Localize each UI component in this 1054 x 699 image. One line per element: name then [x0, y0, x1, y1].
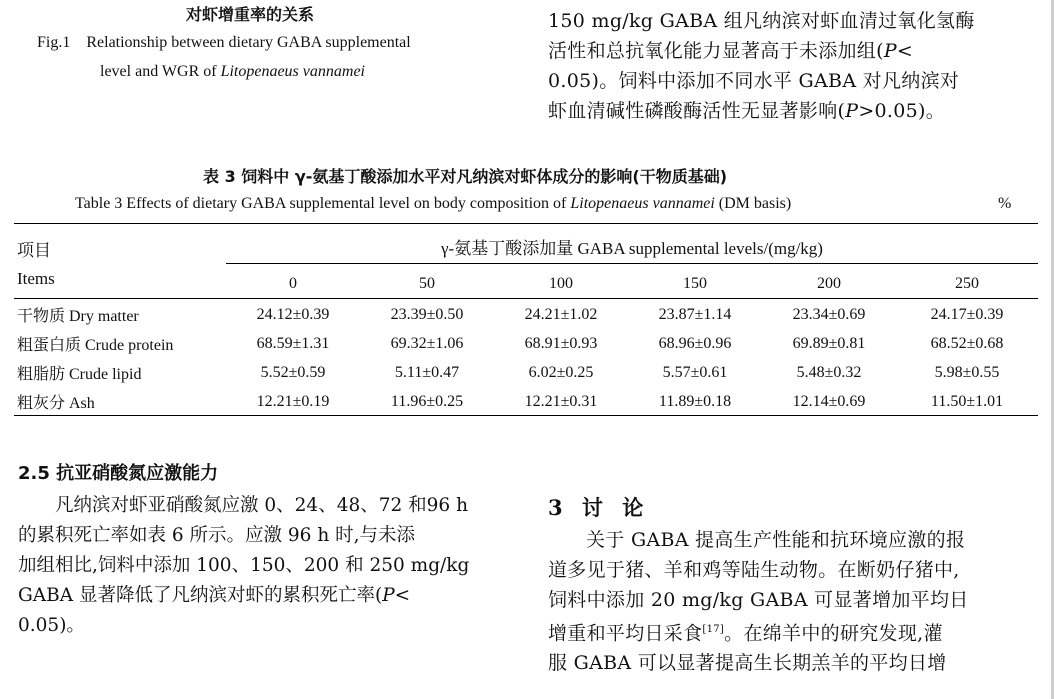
- table-cell: 12.21±0.19: [256, 392, 330, 410]
- row-label-crude-lipid: 粗脂肪 Crude lipid: [17, 366, 142, 383]
- level-100: 100: [549, 275, 573, 292]
- figure-caption-en-text: Relationship between dietary GABA supplemental: [86, 34, 411, 51]
- table-cell: 12.21±0.31: [524, 392, 598, 410]
- table-title-species: Litopenaeus vannamei: [570, 195, 715, 212]
- table-cell: 24.21±1.02: [524, 305, 598, 323]
- section-3-line-5: 服 GABA 可以显著提高生长期羔羊的平均日增: [548, 652, 947, 675]
- section-2-5-heading: 2.5 抗亚硝酸氮应激能力: [18, 463, 219, 484]
- level-0: 0: [289, 275, 297, 292]
- figure-caption-zh: 对虾增重率的关系: [186, 5, 315, 24]
- table-row: [14, 329, 1038, 358]
- section-2-5-paragraph: [18, 491, 512, 641]
- table-cell: 12.14±0.69: [792, 392, 866, 410]
- table-cell: 5.52±0.59: [260, 363, 326, 381]
- table-cell: 23.34±0.69: [792, 305, 866, 323]
- section-2-5-line-1: 凡纳滨对虾亚硝酸氮应激 0、24、48、72 和96 h: [55, 495, 468, 516]
- section-3-heading: 3 讨 论: [548, 495, 650, 520]
- table-cell: 5.11±0.47: [394, 363, 460, 381]
- section-2-5-line-4: [18, 581, 512, 611]
- figure-caption-en-line1: [37, 34, 411, 52]
- level-150: 150: [683, 275, 707, 292]
- right-top-line-2: [548, 36, 1048, 66]
- text-span: 虾血清碱性磷酸酶活性无显著影响(: [548, 100, 846, 122]
- table-cell: 68.52±0.68: [930, 334, 1004, 352]
- row-label-ash: 粗灰分 Ash: [17, 395, 95, 412]
- table-spacer-row: [14, 222, 1038, 268]
- table-level-row: [14, 268, 1038, 300]
- table-cell: 11.89±0.18: [658, 392, 732, 410]
- table-title-zh: 表 3 饲料中 γ-氨基丁酸添加水平对凡纳滨对虾体成分的影响(干物质基础): [203, 167, 728, 186]
- text-span: GABA 显著降低了凡纳滨对虾的累积死亡率(: [18, 585, 383, 606]
- table-cell: 23.39±0.50: [390, 305, 464, 323]
- table-cell: 11.96±0.25: [390, 392, 464, 410]
- table-cell: 68.91±0.93: [524, 334, 598, 352]
- table-cell: 11.50±1.01: [930, 392, 1004, 410]
- section-2-5-line-2: 的累积死亡率如表 6 所示。应激 96 h 时,与未添: [18, 525, 416, 546]
- table-unit: %: [998, 195, 1012, 212]
- body-composition-table: [14, 222, 1038, 416]
- table-cell: 23.87±1.14: [658, 305, 732, 323]
- section-2-5-line-3: 加组相比,饲料中添加 100、150、200 和 250 mg/kg: [18, 555, 470, 576]
- table-cell: 5.57±0.61: [662, 363, 728, 381]
- table-level-blank: [14, 268, 226, 300]
- right-top-line-4: [548, 96, 1048, 126]
- table-row: [14, 358, 1038, 387]
- right-top-line-1: 150 mg/kg GABA 组凡纳滨对虾血清过氧化氢酶: [548, 10, 975, 32]
- table-spacer-cell: [14, 222, 1038, 268]
- right-top-paragraph: [548, 6, 1048, 126]
- table-cell: 68.59±1.31: [256, 334, 330, 352]
- table-cell: 24.12±0.39: [256, 305, 330, 323]
- table-cell: 5.48±0.32: [796, 363, 862, 381]
- right-top-line-3: 0.05)。饲料中添加不同水平 GABA 对凡纳滨对: [548, 70, 960, 92]
- p-symbol: P: [883, 40, 897, 62]
- section-3-line-4: [548, 615, 1048, 648]
- text-span: >0.05)。: [858, 100, 946, 122]
- text-span: <: [896, 40, 914, 62]
- section-2-5-line-5: 0.05)。: [18, 615, 85, 636]
- table-col-item-zh: 项目: [17, 241, 51, 261]
- figure-label: Fig.1: [37, 34, 71, 51]
- text-span: 。在绵羊中的研究发现,灌: [724, 622, 943, 645]
- table-cell: 6.02±0.25: [528, 363, 594, 381]
- table-title-en-prefix: Table 3 Effects of dietary GABA supplemental level on body composition of: [75, 195, 571, 212]
- section-3-paragraph: [548, 525, 1048, 678]
- table-row: [14, 300, 1038, 329]
- level-50: 50: [419, 275, 435, 292]
- table-col-item-en: Items: [17, 269, 55, 288]
- figure-caption-en-line2: [100, 63, 365, 81]
- row-label-dry-matter: 干物质 Dry matter: [17, 308, 139, 325]
- figure-caption-species: Litopenaeus vannamei: [220, 63, 365, 80]
- text-span: <: [394, 585, 411, 606]
- figure-caption-en-prefix: level and WGR of: [100, 63, 221, 80]
- table-cell: 69.32±1.06: [390, 334, 464, 352]
- level-200: 200: [817, 275, 841, 292]
- table-title-en: [75, 195, 791, 213]
- table-title-en-suffix: (DM basis): [714, 195, 792, 212]
- table-cell: 24.17±0.39: [930, 305, 1004, 323]
- section-3-line-1: 关于 GABA 提高生产性能和抗环境应激的报: [586, 529, 966, 551]
- table-col-group-header: γ-氨基丁酸添加量 GABA supplemental levels/(mg/kg): [441, 239, 823, 258]
- p-symbol: P: [382, 585, 395, 606]
- table-cell: 68.96±0.96: [658, 334, 732, 352]
- section-3-line-2: 道多见于猪、羊和鸡等陆生动物。在断奶仔猪中,: [548, 559, 960, 581]
- text-span: 活性和总抗氧化能力显著高于未添加组(: [548, 40, 884, 62]
- section-3-line-3: 饲料中添加 20 mg/kg GABA 可显著增加平均日: [548, 589, 969, 611]
- table-cell: 5.98±0.55: [934, 363, 1000, 381]
- row-label-crude-protein: 粗蛋白质 Crude protein: [17, 337, 174, 354]
- table-row: [14, 387, 1038, 416]
- table-cell: 69.89±0.81: [792, 334, 866, 352]
- citation-ref: [17]: [702, 624, 725, 635]
- level-250: 250: [955, 275, 979, 292]
- text-span: 增重和平均日采食: [548, 622, 703, 645]
- p-symbol: P: [845, 100, 859, 122]
